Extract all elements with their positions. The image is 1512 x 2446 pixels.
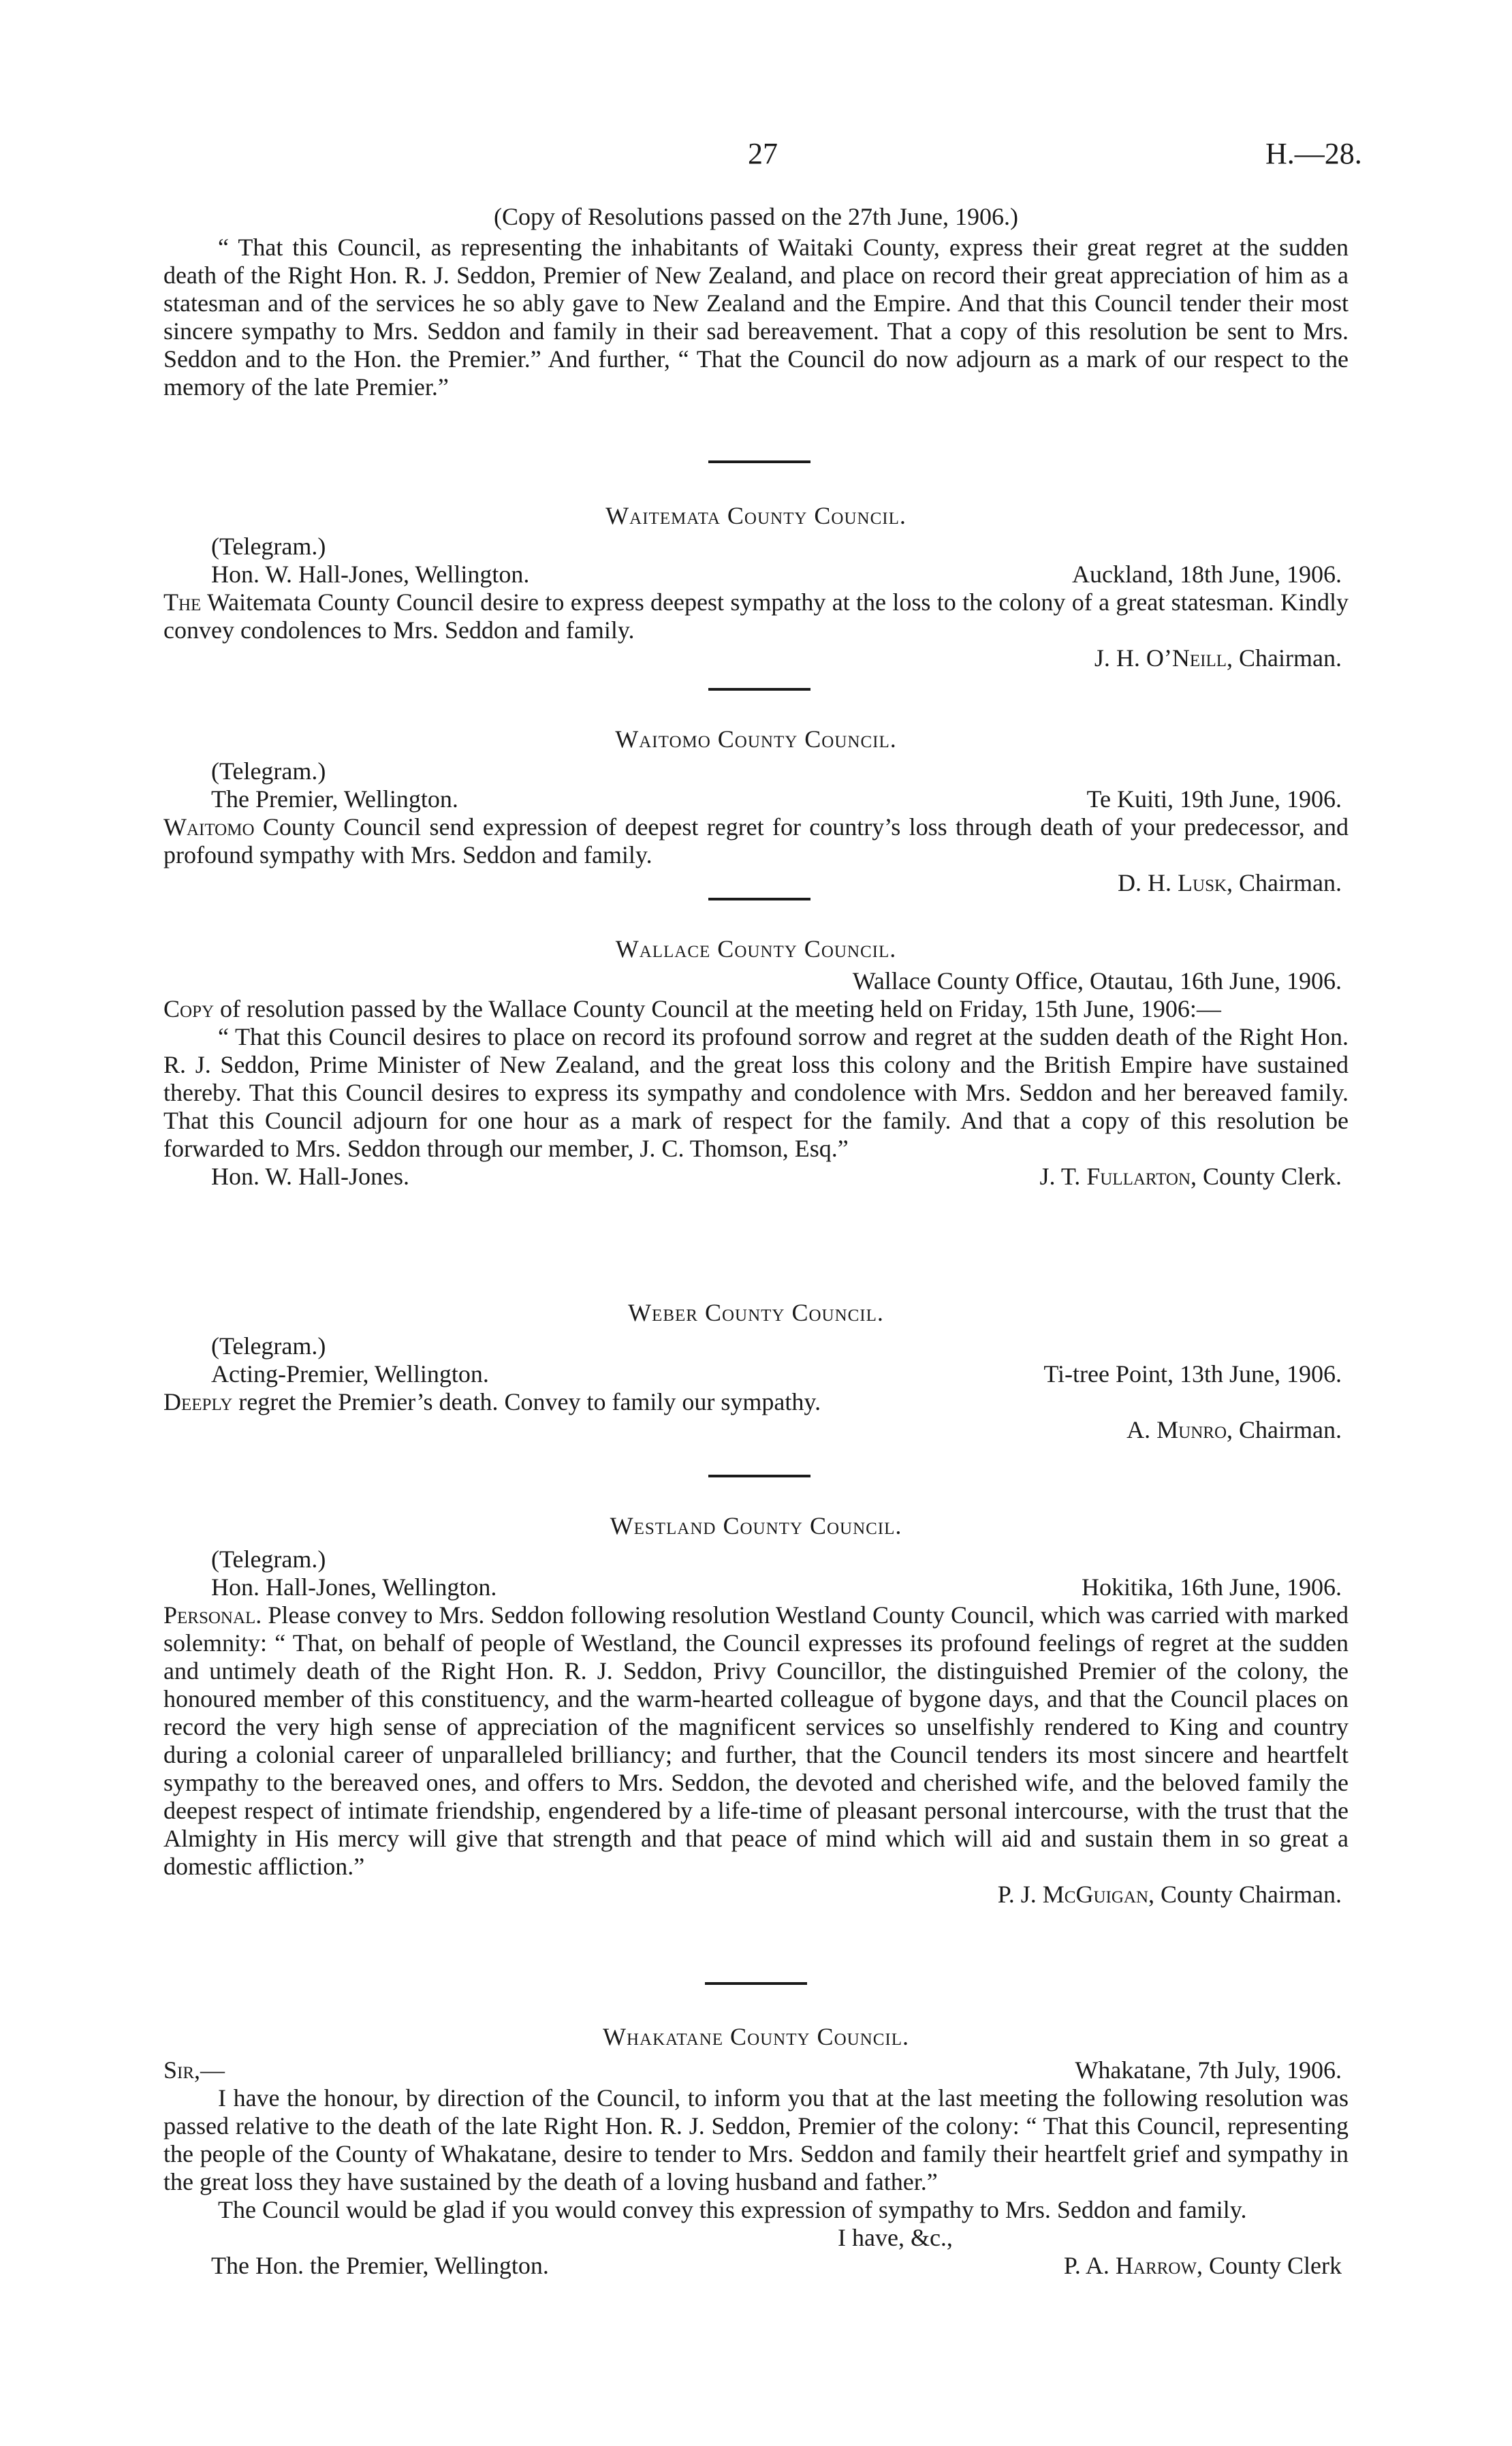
whakatane-salutation-row xyxy=(163,2056,1349,2084)
westland-place-date: Hokitika, 16th June, 1906. xyxy=(1082,1573,1342,1601)
westland-section xyxy=(163,1512,1349,1909)
waitomo-telegram-label: (Telegram.) xyxy=(211,757,326,785)
westland-lead-word: Personal. xyxy=(163,1601,262,1629)
whakatane-salutation: Sir,— xyxy=(163,2056,225,2084)
whakatane-letter-request: The Council would be glad if you would convey this expression of sympathy to Mrs. Seddon and family. xyxy=(218,2196,1247,2223)
weber-message xyxy=(163,1388,1349,1416)
waitemata-recipient: Hon. W. Hall-Jones, Wellington. xyxy=(211,561,530,588)
westland-message xyxy=(163,1601,1349,1881)
westland-heading: Westland County Council. xyxy=(610,1512,902,1539)
waitemata-heading: Waitemata County Council. xyxy=(605,502,907,529)
waitomo-lead-word: Waitomo xyxy=(163,813,255,841)
resolutions-caption: (Copy of Resolutions passed on the 27th June, 1906.) xyxy=(494,203,1018,230)
westland-message-text: Please convey to Mrs. Seddon following resolution Westland County Council, which was carried with marked solemnity: “ That, on behalf of people of Westland, the Council expresses its profound feelings of regret at the sudden and untimely death of the Right Hon. R. J. Seddon, Privy Councillor, the distinguished Premier of the colony, the honoured member of this constituency, and the warm-hearted colleague of bygone days, and that the Council places on record the very high sense of appreciation of the magnificent services so unselfishly rendered to King and country during a colonial career of unparalleled brilliancy; and further, that the Council tenders its most sincere and heartfelt sympathy to the bereaved ones, and offers to Mrs. Seddon, the devoted and cherished wife, and the beloved family the deepest respect of intimate friendship, engendered by a life-time of pleasant personal intercourse, with the trust that the Almighty in His mercy will give that strength and that peace of mind which will aid and sustain them in so great a domestic affliction.” xyxy=(163,1601,1349,1880)
waitemata-address-row xyxy=(163,561,1349,589)
wallace-signer: J. T. Fullarton, xyxy=(1039,1163,1197,1190)
whakatane-place-date: Whakatane, 7th July, 1906. xyxy=(1075,2056,1342,2084)
weber-signature xyxy=(163,1416,1349,1444)
westland-address-row xyxy=(163,1573,1349,1601)
whakatane-section xyxy=(163,2023,1349,2280)
weber-message-text: regret the Premier’s death. Convey to family our sympathy. xyxy=(232,1388,821,1415)
waitemata-lead-word: The xyxy=(163,589,202,616)
waitomo-message xyxy=(163,813,1349,869)
waitomo-message-text: County Council send expression of deepest regret for country’s loss through death of your predecessor, and profound sympathy with Mrs. Seddon and family. xyxy=(163,813,1349,868)
document-reference: H.—28. xyxy=(1265,137,1362,170)
whakatane-signer: P. A. Harrow, xyxy=(1063,2252,1203,2279)
weber-telegram-label: (Telegram.) xyxy=(211,1332,326,1360)
weber-signer-role: Chairman. xyxy=(1233,1416,1342,1443)
westland-signer-role: County Chairman. xyxy=(1154,1881,1342,1908)
wallace-resolution-text: “ That this Council desires to place on record its profound sorrow and regret at the sudden death of the Right Hon. R. J. Seddon, Prime Minister of New Zealand, and the great loss this colony and the British Empire have sustained thereby. That this Council desires to express its sympathy and condolence with Mrs. Seddon and her bereaved family. That this Council adjourn for one hour as a mark of respect for the family. And that a copy of this resolution be forwarded to Mrs. Seddon through our member, J. C. Thomson, Esq.” xyxy=(163,1023,1349,1162)
westland-telegram-label: (Telegram.) xyxy=(211,1546,326,1573)
waitemata-place-date: Auckland, 18th June, 1906. xyxy=(1072,561,1342,588)
waitomo-address-row xyxy=(163,785,1349,813)
waitomo-recipient: The Premier, Wellington. xyxy=(211,785,458,813)
waitomo-place-date: Te Kuiti, 19th June, 1906. xyxy=(1086,785,1342,813)
waitomo-heading: Waitomo County Council. xyxy=(615,725,897,753)
waitomo-section xyxy=(163,725,1349,897)
waitaki-resolution-text: “ That this Council, as representing the inhabitants of Waitaki County, express their great regret at the sudden death of the Right Hon. R. J. Seddon, Premier of New Zealand, and place on record their great appreciation of him as a statesman and of the services he so ably gave to New Zealand and the Empire. And that this Council tender their most sincere sympathy to Mrs. Seddon and family in their sad bereavement. That a copy of this resolution be sent to Mrs. Seddon and to the Hon. the Premier.” And further, “ That the Council do now adjourn as a mark of our respect to the memory of the late Premier.” xyxy=(163,234,1349,401)
section-divider xyxy=(705,1982,807,1985)
waitemata-signer-role: Chairman. xyxy=(1233,644,1342,672)
wallace-signature xyxy=(1040,1163,1349,1191)
page-number: 27 xyxy=(748,137,778,170)
wallace-signer-role: County Clerk. xyxy=(1197,1163,1342,1190)
weber-signer: A. Munro, xyxy=(1127,1416,1233,1443)
weber-section xyxy=(163,1299,1349,1444)
section-divider xyxy=(708,898,810,900)
waitemata-signature xyxy=(163,644,1349,672)
section-divider xyxy=(708,460,810,463)
westland-signature xyxy=(163,1881,1349,1909)
weber-address-row xyxy=(163,1360,1349,1388)
weber-recipient: Acting-Premier, Wellington. xyxy=(211,1360,489,1387)
whakatane-heading: Whakatane County Council. xyxy=(602,2023,910,2050)
wallace-lead-word: Copy xyxy=(163,995,215,1022)
weber-place-date: Ti-tree Point, 13th June, 1906. xyxy=(1043,1360,1342,1387)
wallace-section xyxy=(163,935,1349,1191)
wallace-place-date: Wallace County Office, Otautau, 16th June, 1906. xyxy=(852,967,1342,994)
waitomo-signature xyxy=(163,869,1349,897)
whakatane-letter-body: I have the honour, by direction of the Council, to inform you that at the last meeting the following resolution was passed relative to the death of the late Right Hon. R. J. Seddon, Premier of the colony: “ That this Council, representing the people of the County of Whakatane, desire to tender to Mrs. Seddon and family their heartfelt grief and sympathy in the great loss they have sustained by the death of a loving husband and father.” xyxy=(163,2084,1349,2195)
wallace-intro-text: of resolution passed by the Wallace County Council at the meeting held on Friday, 15th June, 1906:— xyxy=(214,995,1221,1022)
waitemata-telegram-label: (Telegram.) xyxy=(211,533,326,560)
whakatane-signature xyxy=(1064,2252,1349,2280)
westland-recipient: Hon. Hall-Jones, Wellington. xyxy=(211,1573,497,1601)
wallace-heading: Wallace County Council. xyxy=(615,935,897,962)
westland-signer: P. J. McGuigan, xyxy=(997,1881,1155,1908)
waitomo-signer-role: Chairman. xyxy=(1233,869,1342,896)
waitemata-signer: J. H. O’Neill, xyxy=(1094,644,1233,672)
wallace-recipient: Hon. W. Hall-Jones. xyxy=(211,1163,409,1190)
whakatane-signer-role: County Clerk xyxy=(1203,2252,1342,2279)
waitemata-message xyxy=(163,589,1349,644)
section-divider xyxy=(708,688,810,691)
waitaki-resolution-section xyxy=(163,203,1349,401)
wallace-intro xyxy=(163,995,1349,1023)
whakatane-sign-row xyxy=(163,2252,1349,2280)
waitemata-message-text: Waitemata County Council desire to express deepest sympathy at the loss to the colony of a great statesman. Kindly convey condolences to Mrs. Seddon and family. xyxy=(163,589,1349,644)
whakatane-recipient: The Hon. the Premier, Wellington. xyxy=(211,2252,549,2279)
weber-lead-word: Deeply xyxy=(163,1388,233,1415)
whakatane-closing: I have, &c., xyxy=(838,2224,953,2251)
wallace-sign-row xyxy=(163,1163,1349,1191)
waitemata-section xyxy=(163,502,1349,672)
waitomo-signer: D. H. Lusk, xyxy=(1118,869,1233,896)
section-divider xyxy=(708,1475,810,1477)
weber-heading: Weber County Council. xyxy=(628,1299,884,1326)
